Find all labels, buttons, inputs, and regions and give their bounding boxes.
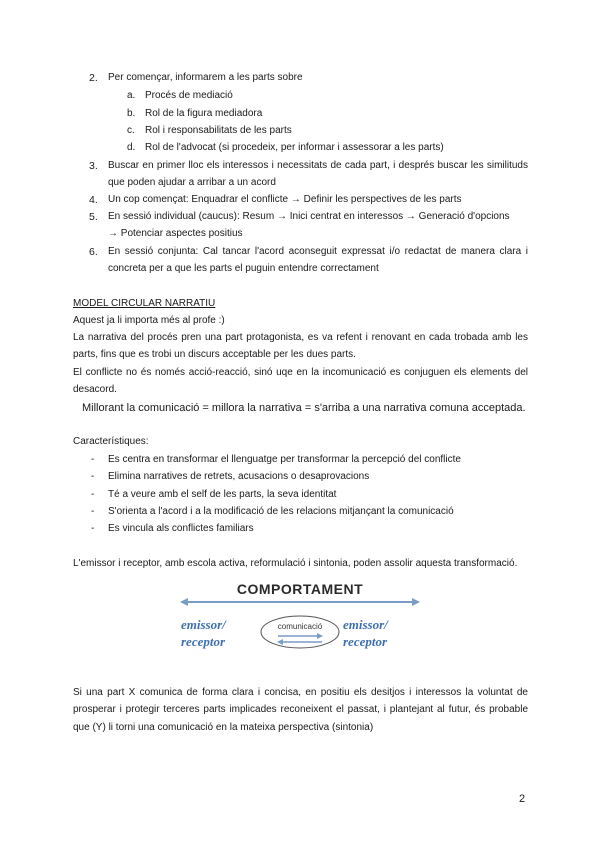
list-item: Es vincula als conflictes familiars — [108, 523, 254, 534]
bullet-dash: - — [91, 489, 95, 500]
paragraph-line: El conflicte no és només acció-reacció, sinó uqe en la incomunicació es conjuguen els elements del — [73, 367, 528, 378]
substep-letter: d. — [127, 142, 136, 153]
step-text: En sessió conjunta: Cal tancar l'acord aconseguit expressat i/o redactat de manera clara i — [108, 246, 528, 257]
communication-diagram — [178, 578, 422, 656]
page-number: 2 — [519, 793, 526, 805]
paragraph-line: parts, fins que es trobi un discurs acceptable per les dues parts. — [73, 349, 356, 360]
list-heading: Característiques: — [73, 436, 149, 447]
step-number: 2. — [89, 72, 98, 84]
center-label: comunicació — [277, 622, 323, 631]
step-number: 6. — [89, 246, 98, 258]
step-text: → Potenciar aspectes positius — [108, 228, 243, 239]
step-text: Buscar en primer lloc els interessos i necessitats de cada part, i després buscar les similituds — [108, 160, 528, 171]
step-number: 4. — [89, 194, 98, 206]
substep-letter: a. — [127, 90, 136, 101]
bullet-dash: - — [91, 523, 95, 534]
step-number: 5. — [89, 211, 98, 223]
paragraph-line: desacord. — [73, 384, 117, 395]
bullet-dash: - — [91, 454, 95, 465]
formula-line: Millorant la comunicació = millora la narrativa = s'arriba a una narrativa comuna acceptada. — [82, 402, 526, 414]
right-label-bottom: receptor — [343, 634, 388, 649]
paragraph-line: prosperar i protegir terceres parts implicades reconeixent el passat, i plantejant al futur, és probable — [73, 704, 528, 715]
section-heading: MODEL CIRCULAR NARRATIU — [73, 298, 216, 309]
substep-text: Rol de la figura mediadora — [145, 108, 263, 119]
step-text: que poden ajudar a arribar a un acord — [108, 177, 276, 188]
substep-letter: c. — [127, 125, 135, 136]
arrow-head-right — [412, 598, 420, 606]
substep-text: Procés de mediació — [145, 90, 233, 101]
left-label-top: emissor/ — [181, 617, 226, 632]
step-text: Per començar, informarem a les parts sobre — [108, 72, 303, 83]
right-label-top: emissor/ — [343, 617, 388, 632]
substep-text: Rol de l'advocat (si procedeix, per informar i assessorar a les parts) — [145, 142, 444, 153]
side-note: Aquest ja li importa més al profe :) — [73, 315, 225, 326]
left-label-bottom: receptor — [181, 634, 226, 649]
bullet-dash: - — [91, 471, 95, 482]
diagram-title: COMPORTAMENT — [236, 581, 364, 597]
bullet-dash: - — [91, 506, 95, 517]
step-text: En sessió individual (caucus): Resum → Inici centrat en interessos → Generació d'opcions — [108, 211, 510, 222]
inner-arrow-right-head — [317, 633, 323, 639]
list-item: Es centra en transformar el llenguatge per transformar la percepció del conflicte — [108, 454, 461, 465]
paragraph-line: L'emissor i receptor, amb escola activa, reformulació i sintonia, poden assolir aquesta transformació. — [73, 558, 518, 569]
paragraph-line: La narrativa del procés pren una part protagonista, es va refent i renovant en cada trobada amb les — [73, 332, 528, 343]
list-item: Té a veure amb el self de les parts, la seva identitat — [108, 489, 337, 500]
arrow-head-left — [180, 598, 188, 606]
paragraph-line: Si una part X comunica de forma clara i concisa, en positiu els desitjos i interessos la voluntat de — [73, 687, 528, 698]
list-item: Elimina narratives de retrets, acusacions o desaprovacions — [108, 471, 370, 482]
step-text: Un cop començat: Enquadrar el conflicte → Definir les perspectives de les parts — [108, 194, 462, 205]
inner-arrow-left-head — [277, 639, 283, 645]
center-oval — [261, 616, 339, 648]
step-number: 3. — [89, 160, 98, 172]
list-item: S'orienta a l'acord i a la modificació de les relacions mitjançant la comunicació — [108, 506, 454, 517]
step-text: concreta per a que les parts el puguin entendre correctament — [108, 263, 379, 274]
substep-text: Rol i responsabilitats de les parts — [145, 125, 292, 136]
substep-letter: b. — [127, 108, 136, 119]
paragraph-line: que (Y) li torni una comunicació en la mateixa perspectiva (sintonia) — [73, 722, 374, 733]
